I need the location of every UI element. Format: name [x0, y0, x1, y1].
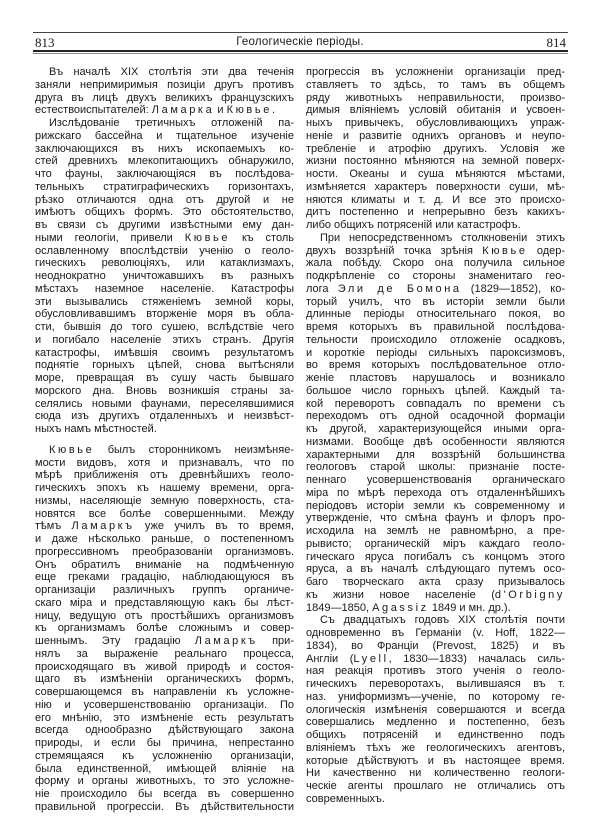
text-line: рѣзко отличаются одна отъ другой и не	[35, 193, 294, 206]
text-line: мѣрѣ приближенія отъ древнѣйшихъ геоло-	[35, 469, 294, 482]
text-line: переходомъ отъ одной осадочной формаціи	[306, 410, 565, 423]
text-line: большое число горныхъ цѣпей. Каждый та-	[306, 384, 565, 397]
page-number-right: 814	[546, 35, 566, 50]
text-line: низмами. Вообще двѣ особенности являются	[306, 435, 565, 448]
text-line: море, превращая въ сушу часть бывшаго	[35, 372, 294, 384]
text-line: была единственной, имѣющей вліяніе на	[35, 762, 294, 775]
text-line: форму и органы животныхъ, то это усложне-	[35, 775, 294, 788]
text-line: и погибало населеніе этихъ странъ. Другія	[35, 333, 294, 346]
text-line: катастрофы, имѣвшія своимъ результатомъ	[35, 346, 294, 359]
text-line: и короткіе періоды сильныхъ пароксизмовъ,	[306, 346, 565, 359]
text-line: При непосредственномъ столкновеніи этихъ	[320, 231, 565, 244]
text-line: прогрессивномъ преобразованіи организмовъ.	[35, 545, 294, 558]
text-line: новятся все болѣе совершенными. Между	[35, 507, 294, 520]
text-line: женіе пластовъ нарушалось и возникало	[306, 372, 565, 384]
spaced-name: Ламаркъ	[71, 520, 135, 533]
text-line: жизни постоянно мѣняются на земной поверх-	[306, 155, 565, 168]
text-line: яруса, а въ началѣ слѣдующаго путемъ осо-	[306, 563, 565, 576]
text-line: Въ началѣ XIX столѣтія эти два теченія	[49, 66, 294, 78]
text-line: совершающемся въ направленіи къ усложне-	[35, 686, 294, 698]
text-line: время которыхъ въ правильной послѣдова-	[306, 321, 565, 333]
text-line: ными геологіи, привели Кювье къ столь	[35, 231, 294, 244]
text-line: пеннаго усовершенствованія органическаго	[306, 474, 565, 486]
paragraph	[35, 444, 294, 814]
paragraph	[306, 66, 565, 232]
text-line: либо общихъ потрясеній или катастрофъ.	[306, 219, 521, 231]
text-line: селялись новыми фаунами, переселявшимися	[35, 397, 294, 410]
text-line: 1834), во Франціи (Prevost, 1825) и въ	[306, 639, 565, 652]
text-line: шеннымъ. Эту градацію Ламаркъ при-	[35, 635, 294, 647]
text-line: няются климаты и т. д. И все это происхо-	[306, 193, 565, 206]
text-line: сюда изъ другихъ отдаленныхъ и неизвѣст-	[35, 410, 294, 423]
text-line: неніе и развитіе однихъ органовъ и неупо-	[306, 129, 565, 142]
paragraph-gap	[35, 436, 294, 444]
text-line: современныхъ.	[306, 792, 385, 805]
spaced-name: Эли де Бомона	[337, 282, 462, 295]
text-line: Англіи (Lyell, 1830—1833) началась силь-	[306, 652, 565, 665]
text-line: тельности происходило отложеніе осадковъ,	[306, 333, 565, 346]
text-line: димыя вліяніемъ условій обитанія и усвоен-	[306, 104, 565, 117]
text-line: обусловливавшимъ вторженіе моря въ обла-	[35, 308, 294, 321]
text-line: требленіе и атрофію другихъ. Условія же	[306, 142, 565, 155]
text-line: Онъ обратилъ вниманіе на подмѣченную	[35, 558, 294, 571]
text-line: ная реакція противъ этого ученія о геоло-	[306, 665, 565, 678]
header-bottom-rule-thin	[33, 53, 568, 54]
text-line: которые дѣйствуютъ и въ настоящее время.	[306, 754, 565, 767]
text-line: въ связи съ другими извѣстными ему дан-	[35, 219, 294, 231]
text-line: Кювье былъ сторонникомъ неизмѣняе-	[49, 443, 294, 456]
text-line: ныхъ привычекъ, обусловливающихъ упраж-	[306, 117, 565, 129]
text-line: стей древнихъ млекопитающихъ обнаружило,	[35, 155, 294, 168]
text-line: щаго въ измѣненіи органическихъ формъ,	[35, 673, 294, 686]
text-line: ологическія измѣненія совершаются и всегда	[306, 703, 565, 716]
text-line: Ни качественно ни количественно геологи-	[306, 767, 565, 780]
text-line: дитъ постепенно и непрерывно безъ какихъ-	[306, 206, 565, 219]
text-line: правильной прогрессіи. Въ дѣйствительности	[35, 800, 294, 813]
text-line: эти вызывались стяженіемъ земной коры,	[35, 295, 294, 308]
text-line: во время которыхъ послѣдовательное отло-	[306, 359, 565, 372]
paragraph	[306, 232, 565, 615]
page-number-left: 813	[35, 35, 55, 50]
header-top-rule	[33, 32, 568, 33]
spaced-name: Ламарка	[151, 104, 215, 117]
text-line: происходящаго въ живой природѣ и состоя-	[35, 660, 294, 673]
text-line: морского дна. Вновь возникшія страны за-	[35, 384, 294, 397]
header-bottom-rule	[33, 50, 568, 52]
text-column-right	[306, 66, 565, 806]
text-line: характерными для воззрѣній большинства	[306, 448, 565, 461]
spaced-name: Кювье	[226, 104, 272, 117]
text-line: неоднократно уничтожавшихъ въ разныхъ	[35, 270, 294, 282]
text-line: измѣняется характеръ поверхности суши, мѣ-	[306, 180, 565, 193]
text-line: кой переворотъ совпадалъ по времени съ	[306, 397, 565, 410]
text-line: длинные періоды относительнаго покоя, во	[306, 308, 565, 321]
paragraph	[35, 117, 294, 436]
text-line: исходила на землѣ не равномѣрно, а пре-	[306, 525, 565, 537]
text-line: ставляетъ то здѣсь, то тамъ въ общемъ	[306, 78, 565, 91]
text-line: къ жизни новое населеніе (d'Orbigny	[306, 588, 565, 601]
text-line: прогрессія въ усложненіи организаціи пред-	[306, 66, 565, 78]
text-line: друга въ лицѣ двухъ великихъ французскихъ	[35, 91, 294, 104]
text-line: заключающихся въ нихъ ископаемыхъ ко-	[35, 142, 294, 155]
text-line: и даже нѣсколько раньше, о постепенномъ	[35, 533, 294, 545]
spaced-name: Agassiz	[372, 601, 429, 614]
text-line: что фауны, заключающіяся въ послѣдова-	[35, 168, 294, 180]
text-line: всегда однообразно дѣйствующаго закона	[35, 724, 294, 737]
text-line: рывисто; органическій міръ каждаго геоло-	[306, 537, 565, 550]
text-line: гическихъ революціяхъ, или катаклизмахъ,	[35, 257, 294, 270]
text-line: низмы, населяющіе земную поверхность, ста-	[35, 494, 294, 507]
text-line: еще греками градацію, наблюдающуюся въ	[35, 571, 294, 584]
text-line: нію и усовершенствованію организаціи. По	[35, 698, 294, 711]
text-line: ницу, ведущую отъ простѣйшихъ организмовъ	[35, 609, 294, 622]
text-line: утвержденіе, что смѣна фаунъ и флоръ про-	[306, 512, 565, 525]
text-line: мости видовъ, хотя и признавалъ, что по	[35, 456, 294, 469]
text-line: общихъ потрясеній и единственно подъ	[306, 729, 565, 741]
paragraph	[306, 614, 565, 805]
text-line: баго творческаго акта сразу призывалось	[306, 576, 565, 588]
text-line: вліяніемъ тѣхъ же геологическихъ агентовъ,	[306, 741, 565, 754]
text-line: заняли непримиримыя позиціи другъ противъ	[35, 78, 294, 91]
text-line: ныхъ намъ мѣстностей.	[35, 423, 157, 435]
text-line: сти, бывшія до того сушею, вслѣдствіе чего	[35, 321, 294, 333]
text-line: рижскаго бассейна и тщательное изученіе	[35, 129, 294, 142]
text-line: стремящаяся къ усложненію организаціи,	[35, 749, 294, 762]
spaced-name: Кювье	[184, 231, 231, 244]
text-line: одновременно въ Германіи (v. Hoff, 1822—	[306, 627, 565, 639]
text-line: наз. униформизмъ—ученіе, по которому ге-	[306, 690, 565, 703]
text-line: 1849—1850, Agassiz 1849 и мн. др.).	[306, 601, 511, 614]
text-line: періодовъ исторіи земли къ современному и	[306, 499, 565, 512]
text-line: гическихъ переворотахъ, вылившаяся въ т.	[306, 678, 565, 690]
spaced-name: Ламаркъ	[194, 635, 258, 647]
text-line: естествоиспытателей: Ламарка и Кювье.	[35, 104, 275, 117]
text-line: гическихъ эпохъ къ нашему времени, орга-	[35, 482, 294, 494]
text-line: имѣютъ общихъ формъ. Это обстоятельство,	[35, 206, 294, 219]
text-column-left	[35, 66, 294, 814]
text-line: двухъ воззрѣній точка зрѣнія Кювье одер-	[306, 244, 566, 257]
text-line: скаго міра и представляющую какъ бы лѣст-	[35, 596, 294, 609]
text-line: его мнѣнію, это измѣненіе есть результатъ	[35, 711, 294, 724]
text-line: къ другой, характеризующейся иными орга-	[306, 423, 565, 435]
running-title: Геологическіе періоды.	[236, 36, 364, 48]
text-line: лога Эли де Бомона (1829—1852), ко-	[306, 282, 565, 295]
text-line: къ организмамъ болѣе сложнымъ и совер-	[35, 622, 294, 635]
text-line: торый училъ, что въ исторіи земли были	[306, 295, 565, 308]
text-line: мѣстахъ наземное населеніе. Катастрофы	[35, 282, 294, 295]
text-line: организаціи различныхъ группъ органиче-	[35, 584, 294, 596]
text-line: тельныхъ стратиграфическихъ горизонтахъ,	[35, 180, 294, 193]
text-line: природы, и если бы причина, непрестанно	[35, 737, 294, 749]
text-line: жала побѣду. Скоро она получила сильное	[306, 257, 565, 270]
text-line: міра по мѣрѣ перехода отъ отдаленнѣйшихъ	[306, 486, 565, 499]
text-line: подкрѣпленіе со стороны знаменитаго гео-	[306, 270, 565, 282]
text-line: поднятіе горныхъ цѣпей, снова вытѣсняли	[35, 359, 294, 372]
text-line: совершались медленно и постепенно, безъ	[306, 716, 565, 729]
text-line: гическаго яруса погибалъ съ концомъ этого	[306, 550, 565, 563]
paragraph	[35, 66, 294, 117]
text-line: ности. Океаны и суша мѣняются мѣстами,	[306, 168, 565, 180]
text-line: ославленному впослѣдствіи ученію о геоло-	[35, 244, 294, 257]
text-line: Изслѣдованіе третичныхъ отложеній па-	[49, 117, 294, 129]
spaced-name: Кювье	[49, 443, 95, 456]
spaced-name: Lyell	[353, 652, 389, 665]
text-line: тѣмъ Ламаркъ уже училъ въ то время,	[35, 520, 294, 533]
text-line: нялъ за выраженіе реальнаго процесса,	[35, 647, 294, 660]
text-line: ряду животныхъ неправильности, произво-	[306, 91, 565, 104]
text-line: ніе происходило бы всегда въ совершенно	[35, 788, 294, 800]
text-line: геологовъ старой школы: признаніе посте-	[306, 461, 565, 474]
text-line: ческіе агенты прошлаго не отличались отъ	[306, 780, 565, 792]
spaced-name: Кювье	[482, 244, 528, 257]
spaced-name: d'Orbigny	[494, 588, 565, 601]
text-line: Съ двадцатыхъ годовъ XIX столѣтія почти	[320, 614, 565, 627]
